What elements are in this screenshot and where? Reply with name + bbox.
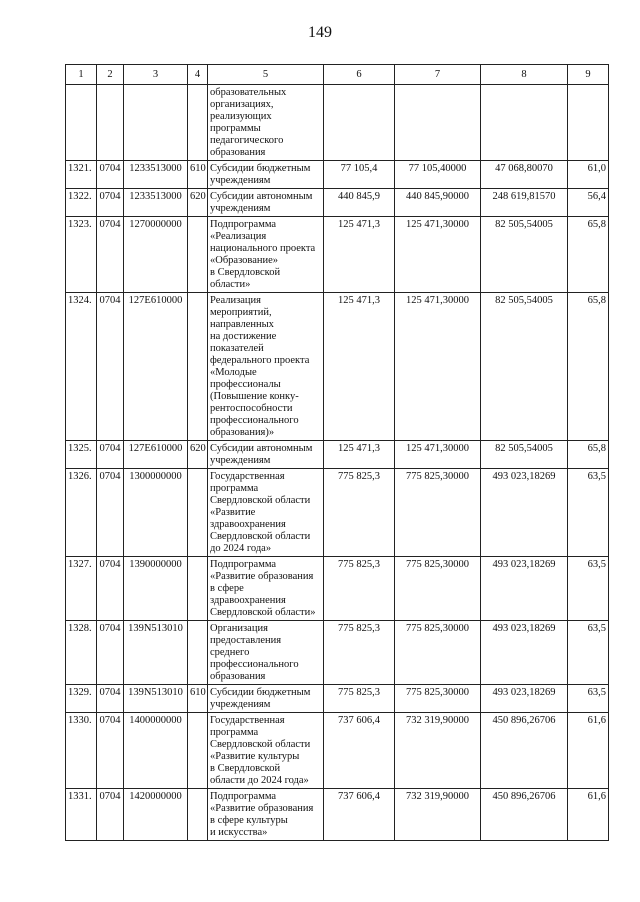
approved-amount-cell: 77 105,4 bbox=[324, 161, 395, 189]
row-number-cell: 1325. bbox=[66, 441, 97, 469]
executed-amount-cell: 47 068,80070 bbox=[481, 161, 568, 189]
executed-amount-cell: 493 023,18269 bbox=[481, 621, 568, 685]
approved-amount-cell: 440 845,9 bbox=[324, 189, 395, 217]
description-cell: Субсидии автономным учреждениям bbox=[208, 441, 324, 469]
execution-percent-cell: 56,4 bbox=[568, 189, 609, 217]
target-article-cell: 1400000000 bbox=[124, 713, 188, 789]
table-row bbox=[66, 469, 609, 557]
executed-amount-cell: 493 023,18269 bbox=[481, 685, 568, 713]
approved-amount-cell: 125 471,3 bbox=[324, 293, 395, 441]
expense-type-cell bbox=[188, 557, 208, 621]
section-code-cell: 0704 bbox=[97, 469, 124, 557]
section-code-cell: 0704 bbox=[97, 217, 124, 293]
column-header: 5 bbox=[208, 65, 324, 85]
budget-allocation-cell: 732 319,90000 bbox=[395, 713, 481, 789]
target-article-cell: 127E610000 bbox=[124, 441, 188, 469]
expense-type-cell: 610 bbox=[188, 685, 208, 713]
target-article-cell: 139N513010 bbox=[124, 685, 188, 713]
approved-amount-cell: 775 825,3 bbox=[324, 469, 395, 557]
section-code-cell bbox=[97, 85, 124, 161]
description-cell: образовательных организациях, реализующих программы педагогического образования bbox=[208, 85, 324, 161]
description-cell: Субсидии бюджетным учреждениям bbox=[208, 685, 324, 713]
row-number-cell: 1330. bbox=[66, 713, 97, 789]
section-code-cell: 0704 bbox=[97, 293, 124, 441]
expense-type-cell bbox=[188, 217, 208, 293]
description-cell: Подпрограмма «Развитие образования в сфере здравоохранения Свердловской области» bbox=[208, 557, 324, 621]
expense-type-cell: 620 bbox=[188, 441, 208, 469]
target-article-cell: 1420000000 bbox=[124, 789, 188, 841]
expense-type-cell: 620 bbox=[188, 189, 208, 217]
executed-amount-cell: 493 023,18269 bbox=[481, 557, 568, 621]
table-row bbox=[66, 217, 609, 293]
budget-allocation-cell bbox=[395, 85, 481, 161]
section-code-cell: 0704 bbox=[97, 789, 124, 841]
executed-amount-cell: 450 896,26706 bbox=[481, 713, 568, 789]
executed-amount-cell: 82 505,54005 bbox=[481, 441, 568, 469]
table-row bbox=[66, 789, 609, 841]
expense-type-cell: 610 bbox=[188, 161, 208, 189]
budget-allocation-cell: 440 845,90000 bbox=[395, 189, 481, 217]
column-header: 8 bbox=[481, 65, 568, 85]
description-cell: Организация предоставления среднего профессионального образования bbox=[208, 621, 324, 685]
target-article-cell: 1233513000 bbox=[124, 189, 188, 217]
description-cell: Реализация мероприятий, направленных на достижение показателей федерального проекта «Молодые профессионалы (Повышение конку- рентоспособности профессионального образования)» bbox=[208, 293, 324, 441]
section-code-cell: 0704 bbox=[97, 161, 124, 189]
budget-allocation-cell: 125 471,30000 bbox=[395, 293, 481, 441]
target-article-cell: 1300000000 bbox=[124, 469, 188, 557]
header-row bbox=[66, 65, 609, 85]
executed-amount-cell: 493 023,18269 bbox=[481, 469, 568, 557]
budget-table bbox=[65, 64, 609, 841]
table-row bbox=[66, 441, 609, 469]
target-article-cell: 1233513000 bbox=[124, 161, 188, 189]
expense-type-cell bbox=[188, 713, 208, 789]
target-article-cell: 139N513010 bbox=[124, 621, 188, 685]
description-cell: Государственная программа Свердловской области «Развитие культуры в Свердловской области до 2024 года» bbox=[208, 713, 324, 789]
execution-percent-cell: 61,0 bbox=[568, 161, 609, 189]
budget-allocation-cell: 775 825,30000 bbox=[395, 685, 481, 713]
expense-type-cell bbox=[188, 293, 208, 441]
section-code-cell: 0704 bbox=[97, 189, 124, 217]
executed-amount-cell bbox=[481, 85, 568, 161]
table-row bbox=[66, 557, 609, 621]
row-number-cell: 1329. bbox=[66, 685, 97, 713]
approved-amount-cell: 775 825,3 bbox=[324, 557, 395, 621]
budget-allocation-cell: 77 105,40000 bbox=[395, 161, 481, 189]
expense-type-cell bbox=[188, 621, 208, 685]
approved-amount-cell: 737 606,4 bbox=[324, 713, 395, 789]
description-cell: Субсидии автономным учреждениям bbox=[208, 189, 324, 217]
row-number-cell: 1321. bbox=[66, 161, 97, 189]
description-cell: Субсидии бюджетным учреждениям bbox=[208, 161, 324, 189]
table-row bbox=[66, 161, 609, 189]
section-code-cell: 0704 bbox=[97, 441, 124, 469]
row-number-cell bbox=[66, 85, 97, 161]
row-number-cell: 1331. bbox=[66, 789, 97, 841]
column-header: 7 bbox=[395, 65, 481, 85]
page-number: 149 bbox=[308, 24, 332, 41]
description-cell: Подпрограмма «Развитие образования в сфере культуры и искусства» bbox=[208, 789, 324, 841]
expense-type-cell bbox=[188, 469, 208, 557]
execution-percent-cell: 63,5 bbox=[568, 469, 609, 557]
table-row bbox=[66, 685, 609, 713]
column-header: 4 bbox=[188, 65, 208, 85]
execution-percent-cell: 65,8 bbox=[568, 293, 609, 441]
description-cell: Государственная программа Свердловской области «Развитие здравоохранения Свердловской области до 2024 года» bbox=[208, 469, 324, 557]
approved-amount-cell: 125 471,3 bbox=[324, 217, 395, 293]
execution-percent-cell: 65,8 bbox=[568, 441, 609, 469]
section-code-cell: 0704 bbox=[97, 557, 124, 621]
execution-percent-cell: 61,6 bbox=[568, 713, 609, 789]
executed-amount-cell: 82 505,54005 bbox=[481, 293, 568, 441]
column-header: 1 bbox=[66, 65, 97, 85]
expense-type-cell bbox=[188, 85, 208, 161]
budget-allocation-cell: 775 825,30000 bbox=[395, 557, 481, 621]
table-body bbox=[66, 85, 609, 841]
table-row bbox=[66, 85, 609, 161]
table-row bbox=[66, 621, 609, 685]
executed-amount-cell: 450 896,26706 bbox=[481, 789, 568, 841]
execution-percent-cell: 63,5 bbox=[568, 557, 609, 621]
table-row bbox=[66, 293, 609, 441]
budget-allocation-cell: 732 319,90000 bbox=[395, 789, 481, 841]
approved-amount-cell bbox=[324, 85, 395, 161]
column-header: 9 bbox=[568, 65, 609, 85]
row-number-cell: 1323. bbox=[66, 217, 97, 293]
row-number-cell: 1328. bbox=[66, 621, 97, 685]
column-header: 3 bbox=[124, 65, 188, 85]
execution-percent-cell: 63,5 bbox=[568, 621, 609, 685]
execution-percent-cell: 63,5 bbox=[568, 685, 609, 713]
budget-allocation-cell: 775 825,30000 bbox=[395, 621, 481, 685]
column-header: 6 bbox=[324, 65, 395, 85]
expense-type-cell bbox=[188, 789, 208, 841]
budget-allocation-cell: 775 825,30000 bbox=[395, 469, 481, 557]
approved-amount-cell: 775 825,3 bbox=[324, 621, 395, 685]
executed-amount-cell: 82 505,54005 bbox=[481, 217, 568, 293]
table-row bbox=[66, 189, 609, 217]
section-code-cell: 0704 bbox=[97, 713, 124, 789]
approved-amount-cell: 775 825,3 bbox=[324, 685, 395, 713]
row-number-cell: 1324. bbox=[66, 293, 97, 441]
target-article-cell: 1270000000 bbox=[124, 217, 188, 293]
row-number-cell: 1322. bbox=[66, 189, 97, 217]
row-number-cell: 1327. bbox=[66, 557, 97, 621]
target-article-cell bbox=[124, 85, 188, 161]
target-article-cell: 127E610000 bbox=[124, 293, 188, 441]
approved-amount-cell: 737 606,4 bbox=[324, 789, 395, 841]
budget-allocation-cell: 125 471,30000 bbox=[395, 217, 481, 293]
budget-allocation-cell: 125 471,30000 bbox=[395, 441, 481, 469]
row-number-cell: 1326. bbox=[66, 469, 97, 557]
approved-amount-cell: 125 471,3 bbox=[324, 441, 395, 469]
execution-percent-cell: 65,8 bbox=[568, 217, 609, 293]
execution-percent-cell bbox=[568, 85, 609, 161]
description-cell: Подпрограмма «Реализация национального проекта «Образование» в Свердловской области» bbox=[208, 217, 324, 293]
execution-percent-cell: 61,6 bbox=[568, 789, 609, 841]
section-code-cell: 0704 bbox=[97, 621, 124, 685]
section-code-cell: 0704 bbox=[97, 685, 124, 713]
executed-amount-cell: 248 619,81570 bbox=[481, 189, 568, 217]
target-article-cell: 1390000000 bbox=[124, 557, 188, 621]
table-row bbox=[66, 713, 609, 789]
column-header: 2 bbox=[97, 65, 124, 85]
